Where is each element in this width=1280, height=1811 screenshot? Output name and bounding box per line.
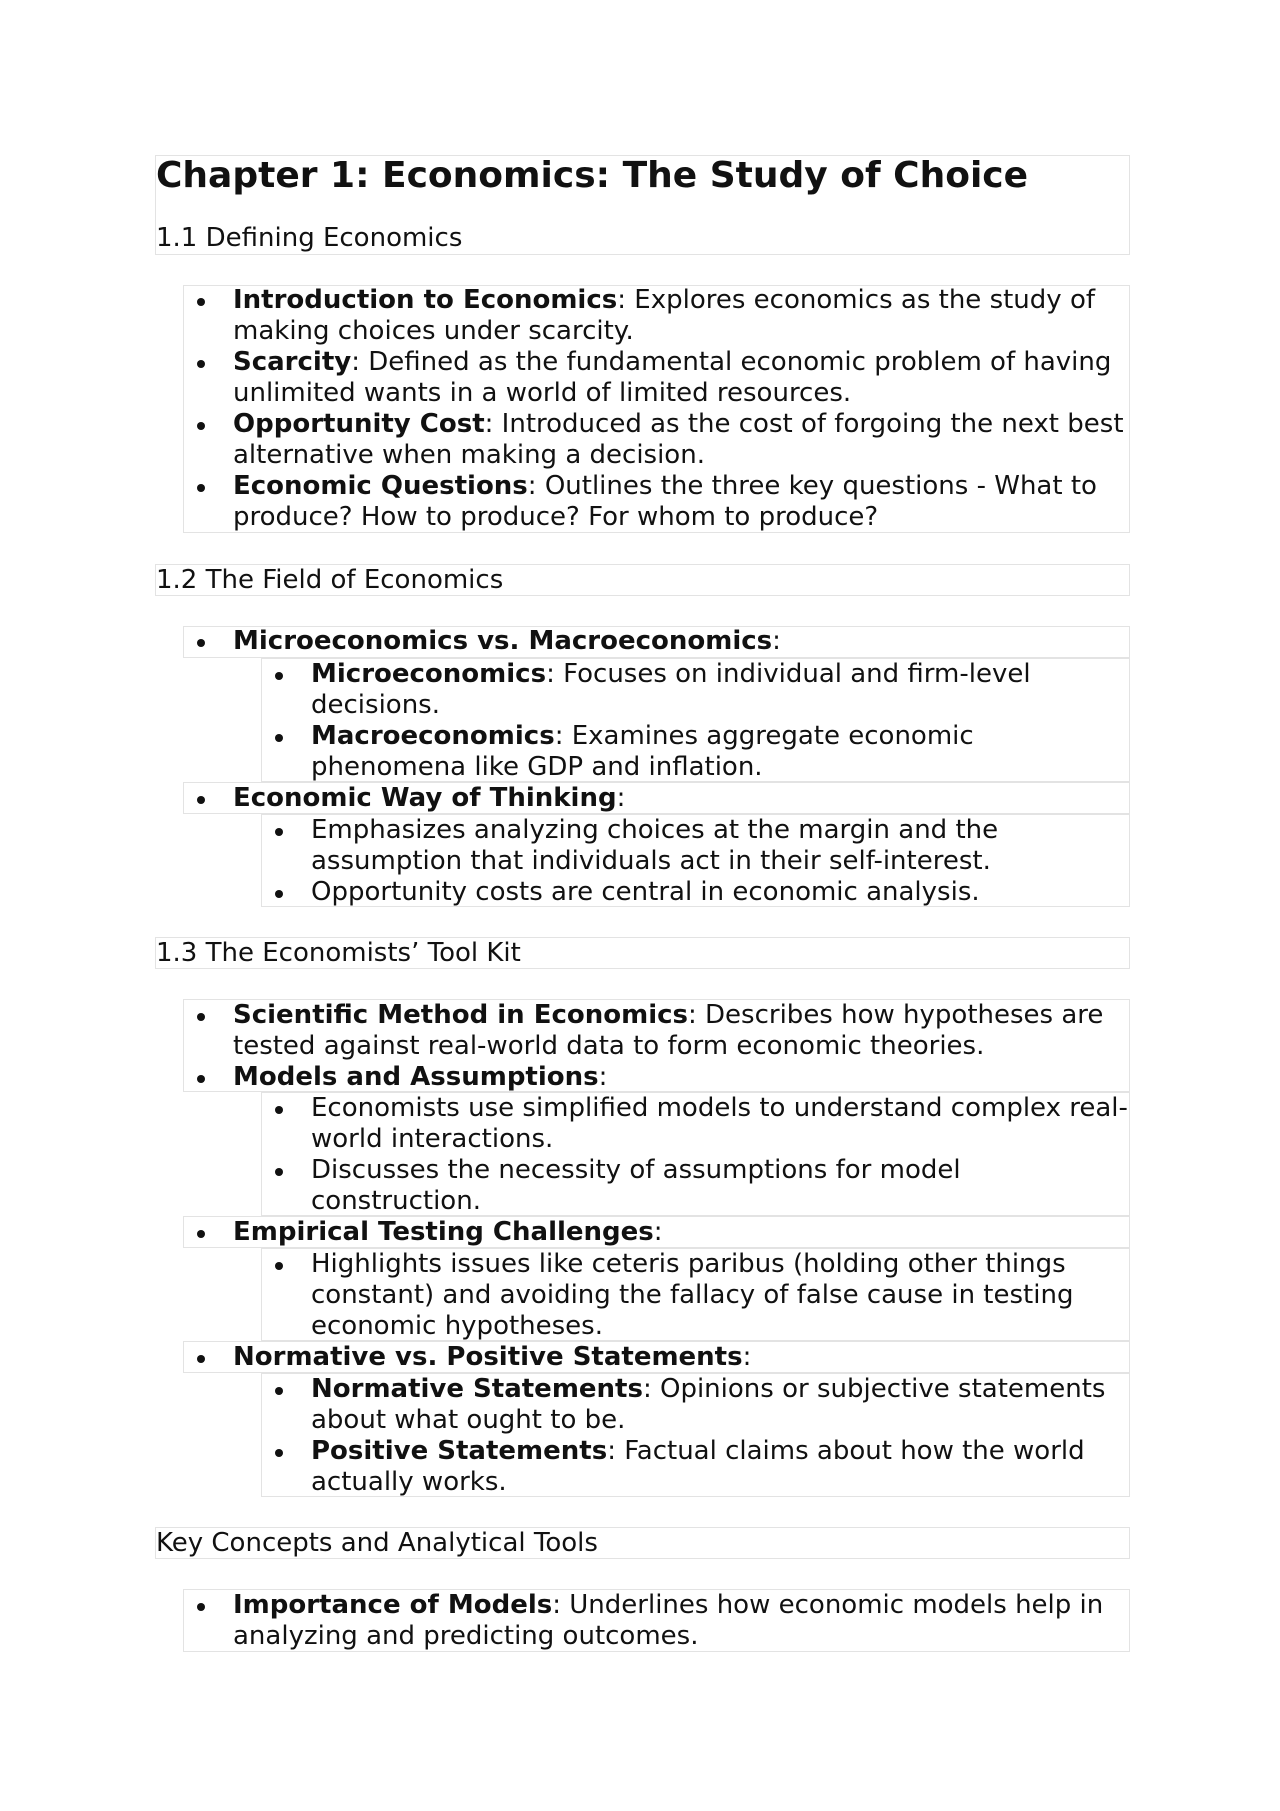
bullet-icon — [197, 1355, 205, 1363]
bullet-icon — [275, 890, 283, 898]
sublist-item-continuation: economic hypotheses. — [311, 1311, 603, 1341]
bullet-icon — [197, 639, 205, 647]
list-item-continuation: tested against real-world data to form economic theories. — [233, 1031, 985, 1061]
sublist-item: Economists use simplified models to understand complex real- — [311, 1093, 1128, 1123]
sublist-item-continuation: decisions. — [311, 690, 440, 720]
section-heading-1-1: 1.1 Defining Economics — [156, 223, 463, 253]
sublist-item: Positive Statements: Factual claims about how the world — [311, 1436, 1085, 1466]
list-item-continuation: making choices under scarcity. — [233, 316, 634, 346]
list-item-continuation: produce? How to produce? For whom to produce? — [233, 502, 879, 532]
sublist-item-continuation: actually works. — [311, 1467, 507, 1497]
sublist-item: Discusses the necessity of assumptions for model — [311, 1155, 961, 1185]
section-heading-key-concepts: Key Concepts and Analytical Tools — [156, 1528, 598, 1558]
bullet-icon — [197, 484, 205, 492]
sublist-item: Opportunity costs are central in economic analysis. — [311, 877, 980, 907]
list-item: Economic Way of Thinking: — [233, 783, 626, 813]
sublist-item-continuation: world interactions. — [311, 1124, 554, 1154]
bullet-icon — [275, 1168, 283, 1176]
page-title: Chapter 1: Economics: The Study of Choice — [156, 155, 1029, 196]
list-item: Normative vs. Positive Statements: — [233, 1342, 752, 1372]
list-item-continuation: analyzing and predicting outcomes. — [233, 1621, 699, 1651]
bullet-icon — [197, 360, 205, 368]
sublist-item: Microeconomics: Focuses on individual and firm-level — [311, 659, 1031, 689]
bullet-icon — [197, 1075, 205, 1083]
bullet-icon — [197, 1013, 205, 1021]
bullet-icon — [275, 1449, 283, 1457]
list-item-continuation: alternative when making a decision. — [233, 440, 705, 470]
sublist-item-continuation: phenomena like GDP and inflation. — [311, 752, 763, 782]
list-item: Economic Questions: Outlines the three key questions - What to — [233, 471, 1097, 501]
list-item: Scientific Method in Economics: Describes how hypotheses are — [233, 1000, 1104, 1030]
sublist-item: Highlights issues like ceteris paribus (holding other things — [311, 1249, 1066, 1279]
bullet-icon — [197, 1230, 205, 1238]
list-item: Microeconomics vs. Macroeconomics: — [233, 626, 781, 656]
list-item: Importance of Models: Underlines how economic models help in — [233, 1590, 1104, 1620]
bullet-icon — [197, 796, 205, 804]
section-heading-1-3: 1.3 The Economists’ Tool Kit — [156, 938, 521, 968]
bullet-icon — [275, 1387, 283, 1395]
list-item: Scarcity: Defined as the fundamental economic problem of having — [233, 347, 1112, 377]
list-item: Opportunity Cost: Introduced as the cost of forgoing the next best — [233, 409, 1124, 439]
sublist-item-continuation: construction. — [311, 1186, 481, 1216]
list-item: Empirical Testing Challenges: — [233, 1217, 663, 1247]
sublist-item: Macroeconomics: Examines aggregate economic — [311, 721, 974, 751]
list-item-continuation: unlimited wants in a world of limited resources. — [233, 378, 852, 408]
bullet-icon — [197, 1603, 205, 1611]
bullet-icon — [275, 828, 283, 836]
list-item: Models and Assumptions: — [233, 1062, 608, 1092]
sublist-item-continuation: assumption that individuals act in their self-interest. — [311, 846, 991, 876]
sublist-item-continuation: about what ought to be. — [311, 1405, 626, 1435]
bullet-icon — [197, 422, 205, 430]
bullet-icon — [275, 1106, 283, 1114]
bullet-icon — [275, 672, 283, 680]
bullet-icon — [197, 298, 205, 306]
sublist-item: Emphasizes analyzing choices at the margin and the — [311, 815, 999, 845]
sublist-item: Normative Statements: Opinions or subjective statements — [311, 1374, 1106, 1404]
bullet-icon — [275, 1262, 283, 1270]
section-heading-1-2: 1.2 The Field of Economics — [156, 565, 504, 595]
list-item: Introduction to Economics: Explores economics as the study of — [233, 285, 1095, 315]
sublist-item-continuation: constant) and avoiding the fallacy of false cause in testing — [311, 1280, 1074, 1310]
bullet-icon — [275, 734, 283, 742]
